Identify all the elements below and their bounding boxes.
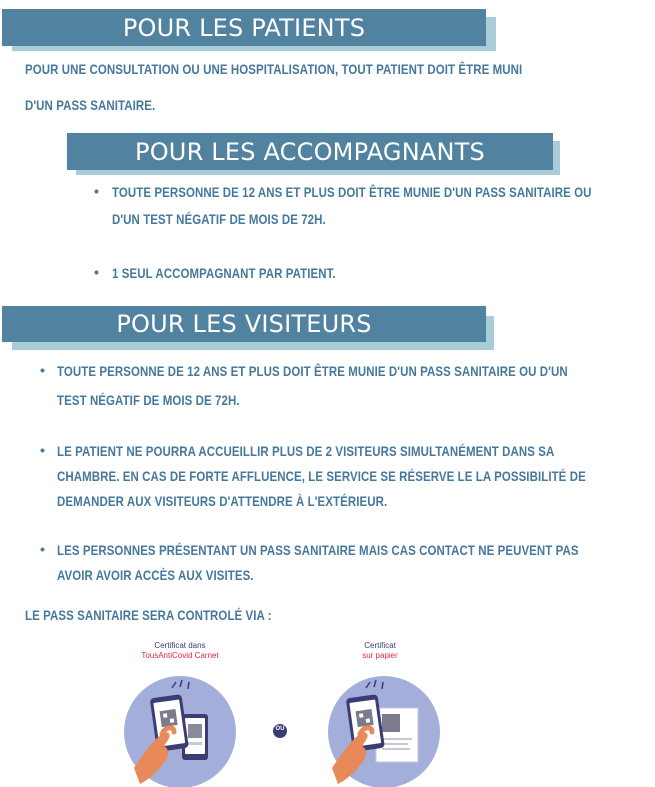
option-1-line-2: TousAntiCovid Carnet [141, 651, 219, 660]
accompagnants-item-1-line-2: D'UN TEST NÉGATIF DE MOIS DE 72H. [112, 211, 326, 227]
option-1-line-1: Certificat dans [154, 641, 206, 650]
visiteurs-item-2-line-3: DEMANDER AUX VISITEURS D'ATTENDRE À L'EXTÉRIEUR. [57, 493, 388, 509]
option-2-line-1: Certificat [364, 641, 396, 650]
bullet-icon: • [94, 183, 99, 199]
visiteurs-item-3-line-2: AVOIR AVOIR ACCÈS AUX VISITES. [57, 567, 254, 583]
accompagnants-title: POUR LES ACCOMPAGNANTS [67, 133, 553, 170]
accompagnants-item-1-line-1: TOUTE PERSONNE DE 12 ANS ET PLUS DOIT ÊTRE MUNIE D'UN PASS SANITAIRE OU [112, 184, 592, 200]
bullet-icon: • [40, 442, 45, 458]
control-label: LE PASS SANITAIRE SERA CONTROLÉ VIA : [25, 607, 272, 623]
paper-certificate-illustration [322, 668, 448, 787]
option-1-label [120, 641, 240, 661]
patients-line-2: D'UN PASS SANITAIRE. [25, 97, 156, 113]
visiteurs-item-1-line-1: TOUTE PERSONNE DE 12 ANS ET PLUS DOIT ÊTRE MUNIE D'UN PASS SANITAIRE OU D'UN [57, 363, 568, 379]
visiteurs-item-2-line-2: CHAMBRE. EN CAS DE FORTE AFFLUENCE, LE SERVICE SE RÉSERVE LE LA POSSIBILITÉ DE [57, 468, 586, 484]
visiteurs-item-2-line-1: LE PATIENT NE POURRA ACCUEILLIR PLUS DE 2 VISITEURS SIMULTANÉMENT DANS SA [57, 443, 555, 459]
bullet-icon: • [94, 264, 99, 280]
separator-label: OU [275, 726, 285, 732]
visiteurs-title: POUR LES VISITEURS [2, 306, 486, 342]
patients-title: POUR LES PATIENTS [2, 9, 486, 46]
bullet-icon: • [40, 362, 45, 378]
option-2-label [330, 641, 430, 661]
patients-line-1: POUR UNE CONSULTATION OU UNE HOSPITALISATION, TOUT PATIENT DOIT ÊTRE MUNI [25, 61, 523, 77]
visiteurs-item-3-line-1: LES PERSONNES PRÉSENTANT UN PASS SANITAIRE MAIS CAS CONTACT NE PEUVENT PAS [57, 542, 579, 558]
tousanticovid-phone-illustration [118, 668, 244, 787]
accompagnants-item-2-line-1: 1 SEUL ACCOMPAGNANT PAR PATIENT. [112, 265, 336, 281]
visiteurs-item-1-line-2: TEST NÉGATIF DE MOIS DE 72H. [57, 392, 240, 408]
bullet-icon: • [40, 541, 45, 557]
option-2-line-2: sur papier [362, 651, 398, 660]
